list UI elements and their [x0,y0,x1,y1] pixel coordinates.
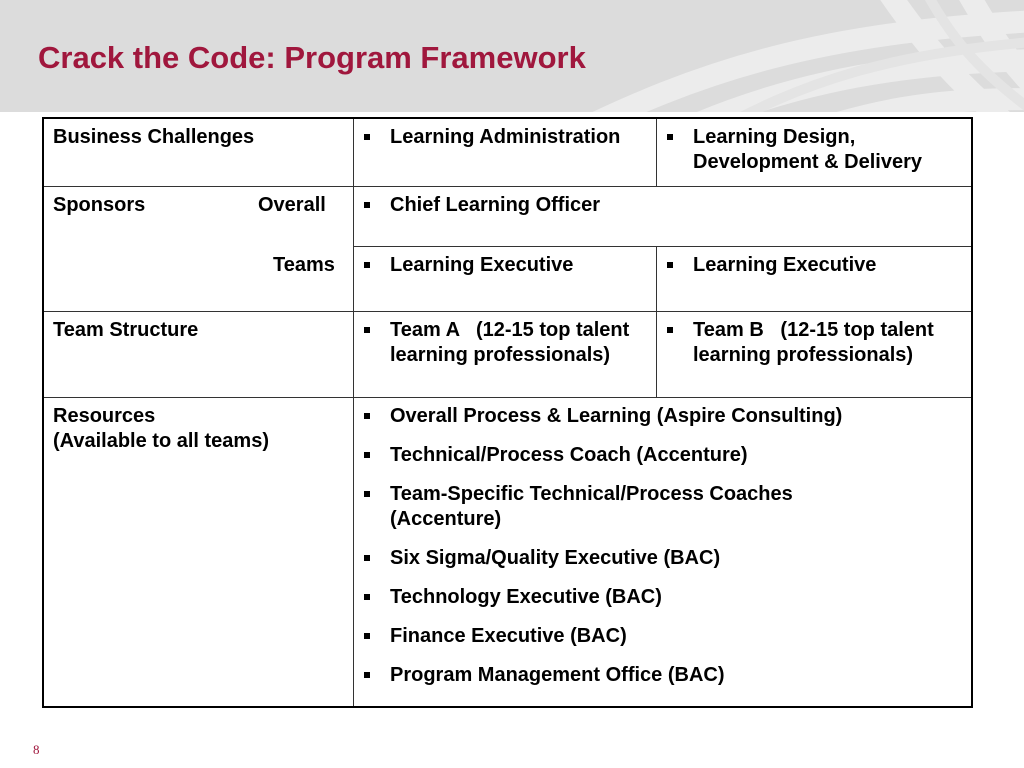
bullet-icon [667,134,673,140]
resource-item: Technical/Process Coach (Accenture) [364,443,959,468]
bullet-icon [364,555,370,561]
row-label-team-structure: Team Structure [53,319,199,341]
sublabel-overall: Overall [258,194,326,216]
resource-item: Finance Executive (BAC) [364,624,959,649]
cell-chief-learning-officer: Chief Learning Officer [364,193,954,218]
row-label-resources: Resources [53,405,156,427]
page-title: Crack the Code: Program Framework [38,40,586,75]
resource-item: Six Sigma/Quality Executive (BAC) [364,546,959,571]
bullet-icon [364,327,370,333]
resource-item: Technology Executive (BAC) [364,585,959,610]
resource-item: Team-Specific Technical/Process Coaches (Accenture) [364,482,864,532]
sublabel-teams: Teams [273,254,335,276]
cell-learning-design: Learning Design, Development & Delivery [667,125,967,175]
cell-learning-executive-b: Learning Executive [667,253,957,278]
bullet-icon [667,262,673,268]
bullet-icon [364,594,370,600]
row-divider-1 [44,186,971,187]
bullet-icon [364,202,370,208]
column-divider-2b [656,246,657,397]
row-divider-3 [44,397,971,398]
bullet-icon [364,262,370,268]
row-divider-2 [44,311,971,312]
row-label-sponsors: Sponsors [53,194,146,216]
bullet-icon [364,491,370,497]
row-divider-sponsors [353,246,971,247]
cell-learning-administration: Learning Administration [364,125,634,150]
row-label-resources-note: (Available to all teams) [53,430,269,452]
bullet-icon [364,672,370,678]
column-divider-1 [353,119,354,706]
cell-team-a: Team A (12-15 top talent learning professionals) [364,318,634,368]
bullet-icon [364,452,370,458]
row-label-business-challenges: Business Challenges [53,126,255,148]
bullet-icon [364,134,370,140]
page-number: 8 [33,742,40,757]
resource-item: Program Management Office (BAC) [364,663,959,688]
resource-item: Overall Process & Learning (Aspire Consulting) [364,404,959,429]
bullet-icon [364,633,370,639]
framework-table [42,117,973,708]
cell-learning-executive-a: Learning Executive [364,253,644,278]
column-divider-2a [656,119,657,186]
bullet-icon [667,327,673,333]
bullet-icon [364,413,370,419]
cell-team-b: Team B (12-15 top talent learning professionals) [667,318,937,368]
